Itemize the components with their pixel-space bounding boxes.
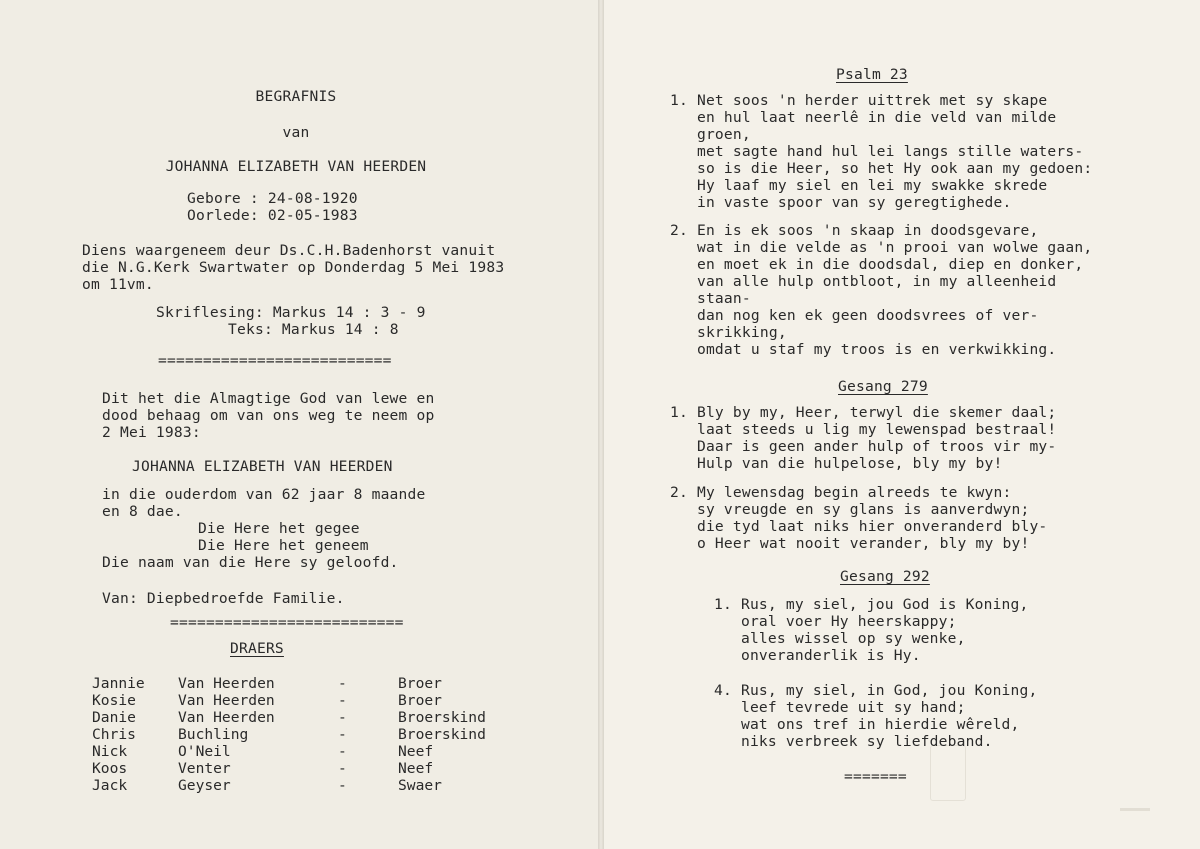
hymn-line: onveranderlik is Hy. [714, 647, 921, 664]
psalm-title: Psalm 23 [836, 66, 908, 83]
deceased-name-repeat: JOHANNA ELIZABETH VAN HEERDEN [132, 458, 393, 475]
bearer-first: Jack [92, 777, 128, 794]
bearer-relation: Neef [398, 743, 434, 760]
bearer-last: Van Heerden [178, 692, 275, 709]
bearer-last: Buchling [178, 726, 249, 743]
divider: ========================== [170, 614, 404, 631]
bearer-relation: Broerskind [398, 726, 486, 743]
bearer-row [92, 726, 522, 743]
hymn-line: van alle hulp ontbloot, in my alleenheid [670, 273, 1057, 290]
hymn-line: so is die Heer, so het Hy ook aan my gedoen: [670, 160, 1093, 177]
heading: BEGRAFNIS [255, 88, 337, 105]
hymn-line: wat in die velde as 'n prooi van wolwe gaan, [670, 239, 1093, 256]
bearer-dash: - [338, 777, 347, 794]
scripture-reading: Skriflesing: Markus 14 : 3 - 9 [156, 304, 426, 321]
born-date: Gebore : 24-08-1920 [187, 190, 358, 207]
bearer-last: Geyser [178, 777, 231, 794]
bearer-row [92, 675, 522, 692]
service-line: die N.G.Kerk Swartwater op Donderdag 5 Mei 1983 [82, 259, 505, 276]
bearer-relation: Broerskind [398, 709, 486, 726]
quote-line: Die naam van die Here sy geloofd. [102, 554, 399, 571]
hymn-line: wat ons tref in hierdie wêreld, [714, 716, 1020, 733]
died-date: Oorlede: 02-05-1983 [187, 207, 358, 224]
hymn-line: sy vreugde en sy glans is aanverdwyn; [670, 501, 1030, 518]
bearer-relation: Neef [398, 760, 434, 777]
bearer-dash: - [338, 675, 347, 692]
bearer-last: Van Heerden [178, 675, 275, 692]
hymn-line: Hulp van die hulpelose, bly my by! [670, 455, 1003, 472]
bearer-relation: Broer [398, 692, 442, 709]
hymn-line: 1. Net soos 'n herder uittrek met sy skape [670, 92, 1048, 109]
bearer-first: Chris [92, 726, 136, 743]
hymn-line: en hul laat neerlê in die veld van milde [670, 109, 1057, 126]
van-label: van [282, 124, 310, 141]
service-line: Diens waargeneem deur Ds.C.H.Badenhorst vanuit [82, 242, 496, 259]
bearer-first: Nick [92, 743, 128, 760]
faint-stamp [930, 745, 966, 801]
bearer-dash: - [338, 726, 347, 743]
hymn-line: in vaste spoor van sy geregtighede. [670, 194, 1012, 211]
hymn-line: oral voer Hy heerskappy; [714, 613, 957, 630]
from-family: Van: Diepbedroefde Familie. [102, 590, 345, 607]
quote-line: Die Here het geneem [198, 537, 369, 554]
bearer-first: Jannie [92, 675, 145, 692]
notice-line: 2 Mei 1983: [102, 424, 201, 441]
hymn-line: Daar is geen ander hulp of troos vir my- [670, 438, 1057, 455]
bearer-row [92, 692, 522, 709]
bearer-row [92, 743, 522, 760]
gesang-279-title: Gesang 279 [838, 378, 928, 395]
notice-line: Dit het die Almagtige God van lewe en [102, 390, 435, 407]
hymn-line: 4. Rus, my siel, in God, jou Koning, [714, 682, 1038, 699]
hymn-line: niks verbreek sy liefdeband. [714, 733, 993, 750]
bearer-row [92, 777, 522, 794]
hymn-line: leef tevrede uit sy hand; [714, 699, 966, 716]
age-line: en 8 dae. [102, 503, 183, 520]
bearer-first: Kosie [92, 692, 136, 709]
bearer-last: O'Neil [178, 743, 231, 760]
faint-mark [1120, 808, 1150, 811]
hymn-line: met sagte hand hul lei langs stille waters- [670, 143, 1084, 160]
bearer-last: Venter [178, 760, 231, 777]
hymn-line: groen, [670, 126, 751, 143]
bearer-dash: - [338, 692, 347, 709]
bearer-dash: - [338, 709, 347, 726]
age-line: in die ouderdom van 62 jaar 8 maande [102, 486, 426, 503]
bearer-row [92, 760, 522, 777]
bearers-title: DRAERS [230, 640, 284, 657]
bearer-first: Danie [92, 709, 136, 726]
bearer-relation: Broer [398, 675, 442, 692]
hymn-line: omdat u staf my troos is en verkwikking. [670, 341, 1057, 358]
hymn-line: laat steeds u lig my lewenspad bestraal! [670, 421, 1057, 438]
quote-line: Die Here het gegee [198, 520, 360, 537]
bearer-dash: - [338, 760, 347, 777]
hymn-line: Hy laaf my siel en lei my swakke skrede [670, 177, 1048, 194]
hymn-line: 2. My lewensdag begin alreeds te kwyn: [670, 484, 1012, 501]
bearer-row [92, 709, 522, 726]
divider: ========================== [158, 352, 392, 369]
hymn-line: alles wissel op sy wenke, [714, 630, 966, 647]
bearer-relation: Swaer [398, 777, 442, 794]
hymn-line: staan- [670, 290, 751, 307]
bearer-dash: - [338, 743, 347, 760]
service-line: om 11vm. [82, 276, 154, 293]
hymn-line: 1. Bly by my, Heer, terwyl die skemer daal; [670, 404, 1057, 421]
hymn-line: die tyd laat niks hier onveranderd bly- [670, 518, 1048, 535]
gesang-292-title: Gesang 292 [840, 568, 930, 585]
bearer-first: Koos [92, 760, 128, 777]
hymn-line: skrikking, [670, 324, 787, 341]
hymn-line: 1. Rus, my siel, jou God is Koning, [714, 596, 1029, 613]
hymn-line: o Heer wat nooit verander, bly my by! [670, 535, 1030, 552]
deceased-name: JOHANNA ELIZABETH VAN HEERDEN [165, 158, 427, 175]
end-mark: ======= [844, 768, 907, 785]
hymn-line: dan nog ken ek geen doodsvrees of ver- [670, 307, 1039, 324]
notice-line: dood behaag om van ons weg te neem op [102, 407, 435, 424]
sermon-text: Teks: Markus 14 : 8 [228, 321, 399, 338]
hymn-line: 2. En is ek soos 'n skaap in doodsgevare, [670, 222, 1039, 239]
bearer-last: Van Heerden [178, 709, 275, 726]
hymn-line: en moet ek in die doodsdal, diep en donker, [670, 256, 1084, 273]
